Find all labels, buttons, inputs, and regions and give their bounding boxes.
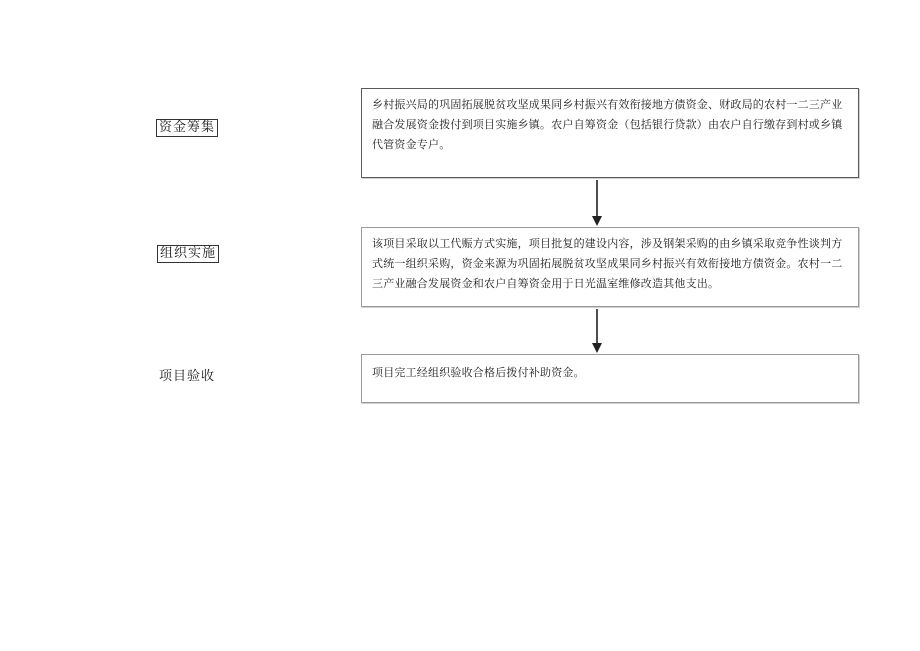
step-box-acceptance: 项目完工经组织验收合格后拨付补助资金。: [361, 354, 859, 403]
flow-arrow-2: [591, 309, 603, 355]
stage-label-fundraising: 资金筹集: [156, 119, 218, 137]
stage-label-acceptance: 项目验收: [159, 369, 216, 384]
step-box-implementation: 该项目采取以工代赈方式实施，项目批复的建设内容，涉及钢架采购的由乡镇采取竞争性谈判方式统一组织采购，资金来源为巩固拓展脱贫攻坚成果同乡村振兴有效衔接地方债资金。农村一二三产业融合发展资金和农户自筹资金用于日光温室维修改造其他支出。: [361, 227, 859, 307]
step-box-fundraising: 乡村振兴局的巩固拓展脱贫攻坚成果同乡村振兴有效衔接地方债资金、财政局的农村一二三产业融合发展资金拨付到项目实施乡镇。农户自筹资金（包括银行贷款）由农户自行缴存到村或乡镇代管资金专户。: [361, 88, 859, 178]
stage-label-implementation: 组织实施: [157, 245, 219, 263]
flow-arrow-1: [591, 180, 603, 228]
